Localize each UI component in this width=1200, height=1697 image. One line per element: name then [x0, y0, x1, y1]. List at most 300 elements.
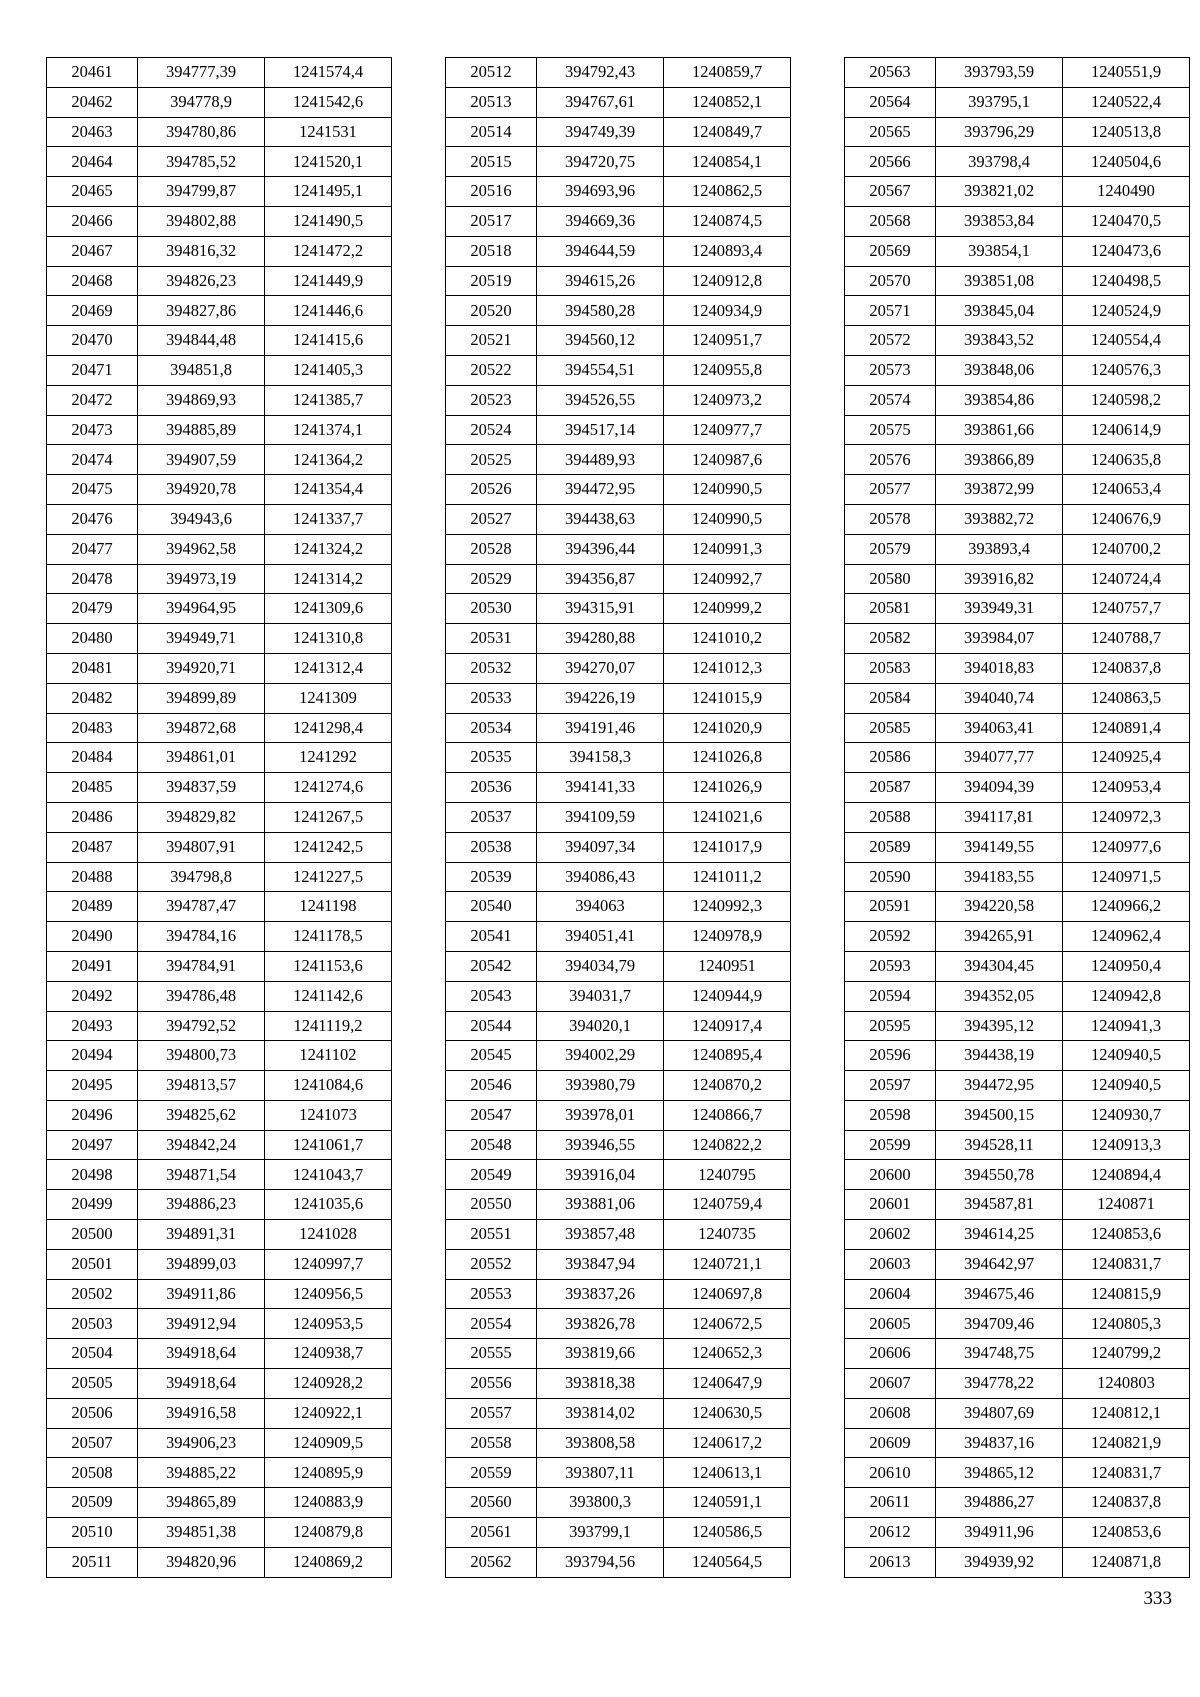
y-coordinate-cell: 1240635,8 [1063, 445, 1190, 475]
point-number-cell: 20555 [446, 1339, 537, 1369]
x-coordinate-cell: 394304,45 [936, 951, 1063, 981]
x-coordinate-cell: 394749,39 [537, 117, 664, 147]
table-row [845, 1190, 1190, 1220]
y-coordinate-cell: 1240871 [1063, 1190, 1190, 1220]
point-number-cell: 20540 [446, 892, 537, 922]
table-row [845, 624, 1190, 654]
y-coordinate-cell: 1240869,2 [265, 1547, 392, 1577]
point-number-cell: 20572 [845, 326, 936, 356]
y-coordinate-cell: 1241314,2 [265, 564, 392, 594]
point-number-cell: 20528 [446, 534, 537, 564]
y-coordinate-cell: 1240617,2 [664, 1428, 791, 1458]
y-coordinate-cell: 1240524,9 [1063, 296, 1190, 326]
y-coordinate-cell: 1240917,4 [664, 1011, 791, 1041]
table-row [47, 534, 392, 564]
x-coordinate-cell: 394034,79 [537, 951, 664, 981]
table-row [446, 504, 791, 534]
point-number-cell: 20579 [845, 534, 936, 564]
y-coordinate-cell: 1241309 [265, 683, 392, 713]
point-number-cell: 20584 [845, 683, 936, 713]
y-coordinate-cell: 1241267,5 [265, 802, 392, 832]
y-coordinate-cell: 1240941,3 [1063, 1011, 1190, 1041]
y-coordinate-cell: 1240893,4 [664, 236, 791, 266]
x-coordinate-cell: 394097,34 [537, 832, 664, 862]
y-coordinate-cell: 1240992,3 [664, 892, 791, 922]
y-coordinate-cell: 1241026,8 [664, 743, 791, 773]
x-coordinate-cell: 394851,8 [138, 355, 265, 385]
x-coordinate-cell: 394220,58 [936, 892, 1063, 922]
x-coordinate-cell: 394865,12 [936, 1458, 1063, 1488]
point-number-cell: 20587 [845, 773, 936, 803]
table-row [845, 355, 1190, 385]
y-coordinate-cell: 1240962,4 [1063, 922, 1190, 952]
y-coordinate-cell: 1241084,6 [265, 1071, 392, 1101]
table-row [47, 862, 392, 892]
y-coordinate-cell: 1240925,4 [1063, 743, 1190, 773]
y-coordinate-cell: 1241011,2 [664, 862, 791, 892]
x-coordinate-cell: 394939,92 [936, 1547, 1063, 1577]
x-coordinate-cell: 394191,46 [537, 713, 664, 743]
table-row [845, 415, 1190, 445]
y-coordinate-cell: 1240972,3 [1063, 802, 1190, 832]
point-number-cell: 20466 [47, 206, 138, 236]
y-coordinate-cell: 1240934,9 [664, 296, 791, 326]
coordinates-table-3 [844, 57, 1190, 1578]
table-row [47, 773, 392, 803]
point-number-cell: 20505 [47, 1369, 138, 1399]
table-row [47, 683, 392, 713]
point-number-cell: 20589 [845, 832, 936, 862]
x-coordinate-cell: 393847,94 [537, 1249, 664, 1279]
y-coordinate-cell: 1241153,6 [265, 951, 392, 981]
y-coordinate-cell: 1240473,6 [1063, 236, 1190, 266]
table-row [446, 1369, 791, 1399]
x-coordinate-cell: 393980,79 [537, 1071, 664, 1101]
x-coordinate-cell: 394837,16 [936, 1428, 1063, 1458]
x-coordinate-cell: 393796,29 [936, 117, 1063, 147]
y-coordinate-cell: 1240788,7 [1063, 624, 1190, 654]
point-number-cell: 20509 [47, 1488, 138, 1518]
table-row [47, 1309, 392, 1339]
point-number-cell: 20467 [47, 236, 138, 266]
table-row [47, 1130, 392, 1160]
x-coordinate-cell: 394842,24 [138, 1130, 265, 1160]
point-number-cell: 20535 [446, 743, 537, 773]
table-row [845, 922, 1190, 952]
y-coordinate-cell: 1241574,4 [265, 58, 392, 88]
x-coordinate-cell: 393949,31 [936, 594, 1063, 624]
x-coordinate-cell: 394094,39 [936, 773, 1063, 803]
table-row [47, 1071, 392, 1101]
x-coordinate-cell: 394949,71 [138, 624, 265, 654]
table-row [446, 58, 791, 88]
point-number-cell: 20497 [47, 1130, 138, 1160]
point-number-cell: 20548 [446, 1130, 537, 1160]
point-number-cell: 20562 [446, 1547, 537, 1577]
x-coordinate-cell: 394906,23 [138, 1428, 265, 1458]
point-number-cell: 20527 [446, 504, 537, 534]
table-row [845, 1011, 1190, 1041]
x-coordinate-cell: 393793,59 [936, 58, 1063, 88]
table-row [446, 1130, 791, 1160]
x-coordinate-cell: 394183,55 [936, 862, 1063, 892]
x-coordinate-cell: 394051,41 [537, 922, 664, 952]
x-coordinate-cell: 394885,89 [138, 415, 265, 445]
coordinates-table-2 [445, 57, 791, 1578]
table-row [47, 1518, 392, 1548]
table-row [845, 117, 1190, 147]
point-number-cell: 20545 [446, 1041, 537, 1071]
point-number-cell: 20592 [845, 922, 936, 952]
table-row [446, 206, 791, 236]
y-coordinate-cell: 1241312,4 [265, 653, 392, 683]
point-number-cell: 20477 [47, 534, 138, 564]
point-number-cell: 20526 [446, 475, 537, 505]
table-row [446, 981, 791, 1011]
point-number-cell: 20573 [845, 355, 936, 385]
x-coordinate-cell: 394820,96 [138, 1547, 265, 1577]
table-row [47, 1011, 392, 1041]
point-number-cell: 20578 [845, 504, 936, 534]
x-coordinate-cell: 394149,55 [936, 832, 1063, 862]
x-coordinate-cell: 394962,58 [138, 534, 265, 564]
y-coordinate-cell: 1241021,6 [664, 802, 791, 832]
table-row [845, 266, 1190, 296]
table-row [446, 624, 791, 654]
table-row [845, 713, 1190, 743]
y-coordinate-cell: 1240870,2 [664, 1071, 791, 1101]
x-coordinate-cell: 393826,78 [537, 1309, 664, 1339]
y-coordinate-cell: 1241542,6 [265, 87, 392, 117]
table-row [47, 355, 392, 385]
table-row [47, 266, 392, 296]
x-coordinate-cell: 394642,97 [936, 1249, 1063, 1279]
y-coordinate-cell: 1241520,1 [265, 147, 392, 177]
point-number-cell: 20496 [47, 1100, 138, 1130]
table-row [845, 445, 1190, 475]
point-number-cell: 20529 [446, 564, 537, 594]
point-number-cell: 20481 [47, 653, 138, 683]
table-row [845, 892, 1190, 922]
table-row [845, 653, 1190, 683]
point-number-cell: 20536 [446, 773, 537, 803]
coordinates-table-1 [46, 57, 392, 1578]
point-number-cell: 20469 [47, 296, 138, 326]
y-coordinate-cell: 1241012,3 [664, 653, 791, 683]
point-number-cell: 20565 [845, 117, 936, 147]
point-number-cell: 20612 [845, 1518, 936, 1548]
x-coordinate-cell: 394861,01 [138, 743, 265, 773]
table-row [47, 1488, 392, 1518]
table-row [845, 683, 1190, 713]
y-coordinate-cell: 1240950,4 [1063, 951, 1190, 981]
y-coordinate-cell: 1240913,3 [1063, 1130, 1190, 1160]
table-row [47, 832, 392, 862]
y-coordinate-cell: 1240831,7 [1063, 1249, 1190, 1279]
table-row [845, 475, 1190, 505]
y-coordinate-cell: 1241015,9 [664, 683, 791, 713]
x-coordinate-cell: 393978,01 [537, 1100, 664, 1130]
x-coordinate-cell: 393845,04 [936, 296, 1063, 326]
point-number-cell: 20524 [446, 415, 537, 445]
x-coordinate-cell: 394720,75 [537, 147, 664, 177]
x-coordinate-cell: 394528,11 [936, 1130, 1063, 1160]
y-coordinate-cell: 1240554,4 [1063, 326, 1190, 356]
x-coordinate-cell: 393857,48 [537, 1220, 664, 1250]
table-row [845, 58, 1190, 88]
x-coordinate-cell: 394785,52 [138, 147, 265, 177]
y-coordinate-cell: 1240822,2 [664, 1130, 791, 1160]
point-number-cell: 20500 [47, 1220, 138, 1250]
table-row [47, 594, 392, 624]
point-number-cell: 20564 [845, 87, 936, 117]
table-row [446, 177, 791, 207]
table-row [446, 266, 791, 296]
x-coordinate-cell: 394780,86 [138, 117, 265, 147]
point-number-cell: 20610 [845, 1458, 936, 1488]
x-coordinate-cell: 394778,22 [936, 1369, 1063, 1399]
x-coordinate-cell: 394899,03 [138, 1249, 265, 1279]
y-coordinate-cell: 1240895,9 [265, 1458, 392, 1488]
y-coordinate-cell: 1241324,2 [265, 534, 392, 564]
x-coordinate-cell: 394472,95 [537, 475, 664, 505]
point-number-cell: 20577 [845, 475, 936, 505]
table-row [47, 1458, 392, 1488]
table-row [446, 1518, 791, 1548]
y-coordinate-cell: 1241364,2 [265, 445, 392, 475]
table-row [845, 177, 1190, 207]
table-row [446, 355, 791, 385]
table-row [446, 147, 791, 177]
point-number-cell: 20557 [446, 1398, 537, 1428]
x-coordinate-cell: 394886,23 [138, 1190, 265, 1220]
x-coordinate-cell: 394912,94 [138, 1309, 265, 1339]
y-coordinate-cell: 1240614,9 [1063, 415, 1190, 445]
table-row [47, 743, 392, 773]
y-coordinate-cell: 1240944,9 [664, 981, 791, 1011]
y-coordinate-cell: 1241449,9 [265, 266, 392, 296]
table-row [446, 534, 791, 564]
x-coordinate-cell: 394517,14 [537, 415, 664, 445]
x-coordinate-cell: 394669,36 [537, 206, 664, 236]
x-coordinate-cell: 394886,27 [936, 1488, 1063, 1518]
point-number-cell: 20569 [845, 236, 936, 266]
table-row [47, 385, 392, 415]
table-row [845, 1041, 1190, 1071]
table-row [845, 1398, 1190, 1428]
x-coordinate-cell: 394767,61 [537, 87, 664, 117]
table-row [446, 236, 791, 266]
x-coordinate-cell: 393854,86 [936, 385, 1063, 415]
x-coordinate-cell: 393799,1 [537, 1518, 664, 1548]
point-number-cell: 20611 [845, 1488, 936, 1518]
table-row [845, 1518, 1190, 1548]
x-coordinate-cell: 394851,38 [138, 1518, 265, 1548]
y-coordinate-cell: 1240815,9 [1063, 1279, 1190, 1309]
x-coordinate-cell: 394786,48 [138, 981, 265, 1011]
y-coordinate-cell: 1240805,3 [1063, 1309, 1190, 1339]
x-coordinate-cell: 394964,95 [138, 594, 265, 624]
y-coordinate-cell: 1241061,7 [265, 1130, 392, 1160]
x-coordinate-cell: 394226,19 [537, 683, 664, 713]
x-coordinate-cell: 394002,29 [537, 1041, 664, 1071]
x-coordinate-cell: 394675,46 [936, 1279, 1063, 1309]
y-coordinate-cell: 1240849,7 [664, 117, 791, 147]
table-row [446, 1249, 791, 1279]
point-number-cell: 20486 [47, 802, 138, 832]
table-row [845, 951, 1190, 981]
table-row [845, 743, 1190, 773]
y-coordinate-cell: 1240795 [664, 1160, 791, 1190]
table-row [446, 117, 791, 147]
x-coordinate-cell: 393916,82 [936, 564, 1063, 594]
y-coordinate-cell: 1240866,7 [664, 1100, 791, 1130]
x-coordinate-cell: 393808,58 [537, 1428, 664, 1458]
point-number-cell: 20560 [446, 1488, 537, 1518]
x-coordinate-cell: 394885,22 [138, 1458, 265, 1488]
point-number-cell: 20588 [845, 802, 936, 832]
table-row [47, 415, 392, 445]
table-row [446, 683, 791, 713]
x-coordinate-cell: 394865,89 [138, 1488, 265, 1518]
x-coordinate-cell: 394871,54 [138, 1160, 265, 1190]
point-number-cell: 20601 [845, 1190, 936, 1220]
point-number-cell: 20480 [47, 624, 138, 654]
point-number-cell: 20525 [446, 445, 537, 475]
x-coordinate-cell: 393872,99 [936, 475, 1063, 505]
y-coordinate-cell: 1240831,7 [1063, 1458, 1190, 1488]
table-row [446, 1100, 791, 1130]
point-number-cell: 20590 [845, 862, 936, 892]
y-coordinate-cell: 1240999,2 [664, 594, 791, 624]
point-number-cell: 20532 [446, 653, 537, 683]
point-number-cell: 20613 [845, 1547, 936, 1577]
table-row [446, 773, 791, 803]
table-row [446, 594, 791, 624]
y-coordinate-cell: 1240803 [1063, 1369, 1190, 1399]
y-coordinate-cell: 1240992,7 [664, 564, 791, 594]
y-coordinate-cell: 1240891,4 [1063, 713, 1190, 743]
table-row [446, 475, 791, 505]
x-coordinate-cell: 394920,71 [138, 653, 265, 683]
y-coordinate-cell: 1240672,5 [664, 1309, 791, 1339]
table-row [446, 832, 791, 862]
x-coordinate-cell: 394784,16 [138, 922, 265, 952]
y-coordinate-cell: 1241010,2 [664, 624, 791, 654]
point-number-cell: 20479 [47, 594, 138, 624]
y-coordinate-cell: 1240853,6 [1063, 1518, 1190, 1548]
y-coordinate-cell: 1240951,7 [664, 326, 791, 356]
point-number-cell: 20550 [446, 1190, 537, 1220]
x-coordinate-cell: 393795,1 [936, 87, 1063, 117]
x-coordinate-cell: 394614,25 [936, 1220, 1063, 1250]
point-number-cell: 20531 [446, 624, 537, 654]
y-coordinate-cell: 1241274,6 [265, 773, 392, 803]
table-row [446, 1458, 791, 1488]
point-number-cell: 20568 [845, 206, 936, 236]
y-coordinate-cell: 1240942,8 [1063, 981, 1190, 1011]
point-number-cell: 20596 [845, 1041, 936, 1071]
x-coordinate-cell: 394158,3 [537, 743, 664, 773]
point-number-cell: 20575 [845, 415, 936, 445]
x-coordinate-cell: 393882,72 [936, 504, 1063, 534]
x-coordinate-cell: 394265,91 [936, 922, 1063, 952]
point-number-cell: 20485 [47, 773, 138, 803]
table-row [446, 653, 791, 683]
x-coordinate-cell: 394799,87 [138, 177, 265, 207]
y-coordinate-cell: 1241073 [265, 1100, 392, 1130]
table-row [845, 981, 1190, 1011]
point-number-cell: 20551 [446, 1220, 537, 1250]
y-coordinate-cell: 1240930,7 [1063, 1100, 1190, 1130]
table-row [47, 624, 392, 654]
x-coordinate-cell: 394500,15 [936, 1100, 1063, 1130]
x-coordinate-cell: 393798,4 [936, 147, 1063, 177]
y-coordinate-cell: 1240676,9 [1063, 504, 1190, 534]
x-coordinate-cell: 394792,52 [138, 1011, 265, 1041]
point-number-cell: 20501 [47, 1249, 138, 1279]
x-coordinate-cell: 394778,9 [138, 87, 265, 117]
x-coordinate-cell: 394891,31 [138, 1220, 265, 1250]
point-number-cell: 20478 [47, 564, 138, 594]
y-coordinate-cell: 1240977,7 [664, 415, 791, 445]
y-coordinate-cell: 1240700,2 [1063, 534, 1190, 564]
x-coordinate-cell: 394644,59 [537, 236, 664, 266]
y-coordinate-cell: 1240647,9 [664, 1369, 791, 1399]
point-number-cell: 20484 [47, 743, 138, 773]
y-coordinate-cell: 1240853,6 [1063, 1220, 1190, 1250]
table-row [47, 1369, 392, 1399]
point-number-cell: 20599 [845, 1130, 936, 1160]
x-coordinate-cell: 393854,1 [936, 236, 1063, 266]
x-coordinate-cell: 394943,6 [138, 504, 265, 534]
table-row [845, 594, 1190, 624]
table-row [446, 802, 791, 832]
y-coordinate-cell: 1240812,1 [1063, 1398, 1190, 1428]
point-number-cell: 20530 [446, 594, 537, 624]
point-number-cell: 20591 [845, 892, 936, 922]
table-row [47, 1398, 392, 1428]
x-coordinate-cell: 393837,26 [537, 1279, 664, 1309]
table-row [47, 1220, 392, 1250]
y-coordinate-cell: 1241446,6 [265, 296, 392, 326]
point-number-cell: 20520 [446, 296, 537, 326]
point-number-cell: 20488 [47, 862, 138, 892]
point-number-cell: 20556 [446, 1369, 537, 1399]
point-number-cell: 20511 [47, 1547, 138, 1577]
x-coordinate-cell: 393819,66 [537, 1339, 664, 1369]
table-row [446, 1428, 791, 1458]
y-coordinate-cell: 1240912,8 [664, 266, 791, 296]
point-number-cell: 20491 [47, 951, 138, 981]
page-number: 333 [1143, 1588, 1172, 1609]
point-number-cell: 20581 [845, 594, 936, 624]
point-number-cell: 20473 [47, 415, 138, 445]
point-number-cell: 20463 [47, 117, 138, 147]
y-coordinate-cell: 1240598,2 [1063, 385, 1190, 415]
point-number-cell: 20598 [845, 1100, 936, 1130]
table-row [47, 1339, 392, 1369]
table-row [446, 1398, 791, 1428]
y-coordinate-cell: 1240940,5 [1063, 1041, 1190, 1071]
point-number-cell: 20544 [446, 1011, 537, 1041]
point-number-cell: 20508 [47, 1458, 138, 1488]
table-row [845, 1547, 1190, 1577]
x-coordinate-cell: 394869,93 [138, 385, 265, 415]
x-coordinate-cell: 394920,78 [138, 475, 265, 505]
table-row [47, 58, 392, 88]
table-row [47, 922, 392, 952]
